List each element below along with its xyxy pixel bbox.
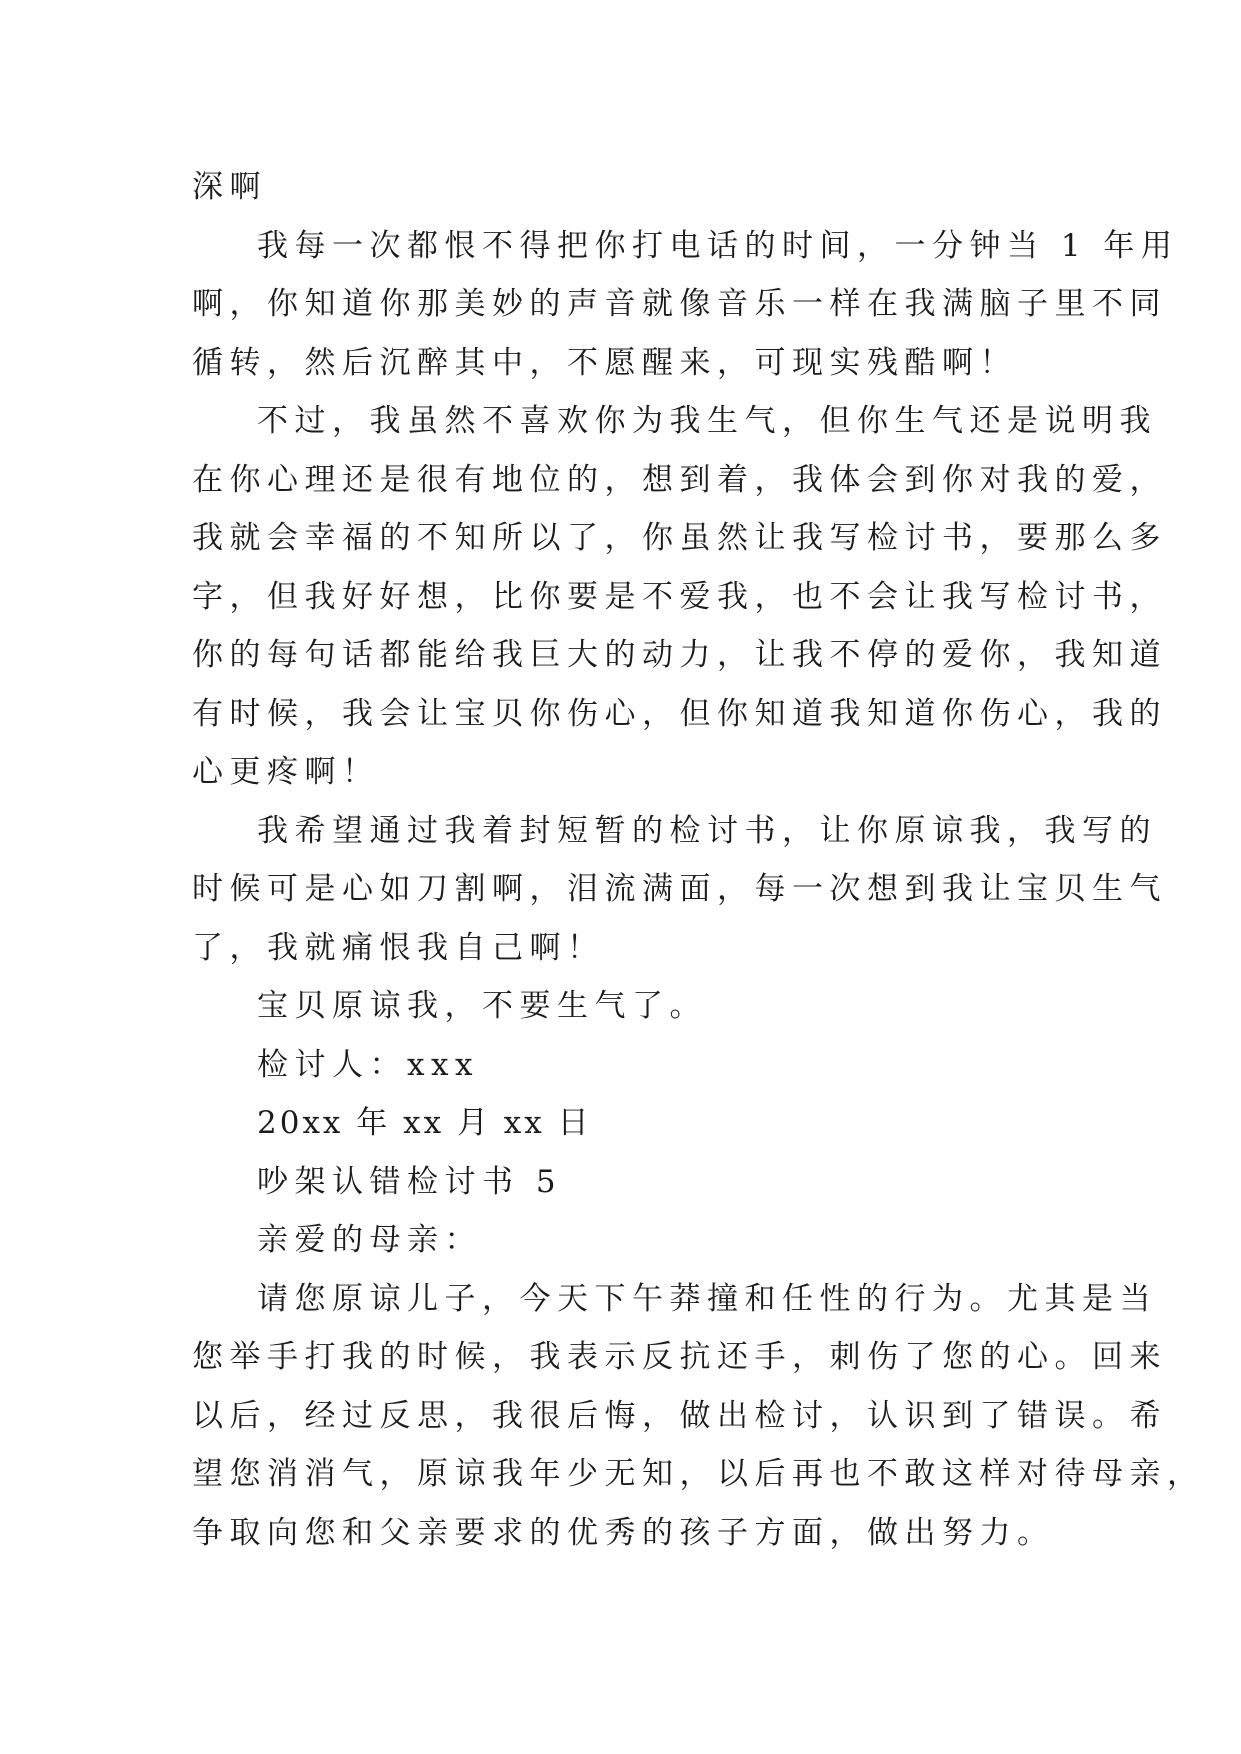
paragraph-line: 不过，我虽然不喜欢你为我生气，但你生气还是说明我 [257, 403, 1157, 439]
section-title: 吵架认错检讨书 5 [257, 1163, 563, 1200]
salutation: 亲爱的母亲： [257, 1222, 482, 1258]
paragraph-line: 循转，然后沉醉其中，不愿醒来，可现实残酷啊！ [192, 344, 1017, 381]
document-body [192, 158, 1205, 1562]
paragraph-line: 我每一次都恨不得把你打电话的时间，一分钟当 1 年用 [257, 227, 1179, 264]
paragraph-line: 您举手打我的时候，我表示反抗还手，刺伤了您的心。回来 [192, 1339, 1167, 1375]
paragraph-line: 字，但我好好想，比你要是不爱我，也不会让我写检讨书， [192, 578, 1167, 615]
paragraph-line: 了，我就痛恨我自己啊！ [192, 929, 605, 966]
paragraph-line: 在你心理还是很有地位的，想到着，我体会到你对我的爱， [192, 461, 1167, 498]
date-line: 20xx 年 xx 月 xx 日 [257, 1105, 592, 1141]
paragraph-line: 深啊 [192, 169, 267, 205]
paragraph-line: 我希望通过我着封短暂的检讨书，让你原谅我，我写的 [257, 812, 1157, 849]
paragraph-line: 请您原谅儿子，今天下午莽撞和任性的行为。尤其是当 [257, 1280, 1157, 1317]
paragraph-line: 啊，你知道你那美妙的声音就像音乐一样在我满脑子里不同 [192, 286, 1167, 322]
paragraph-line: 心更疼啊！ [192, 754, 380, 790]
paragraph-line: 时候可是心如刀割啊，泪流满面，每一次想到我让宝贝生气 [192, 871, 1167, 907]
paragraph-line: 以后，经过反思，我很后悔，做出检讨，认识到了错误。希 [192, 1397, 1167, 1434]
paragraph-line: 我就会幸福的不知所以了，你虽然让我写检讨书，要那么多 [192, 520, 1167, 556]
paragraph-line: 你的每句话都能给我巨大的动力，让我不停的爱你，我知道 [192, 637, 1167, 673]
paragraph-line: 望您消消气，原谅我年少无知，以后再也不敢这样对待母亲， [192, 1456, 1205, 1492]
paragraph-line: 有时候，我会让宝贝你伤心，但你知道我知道你伤心，我的 [192, 695, 1167, 732]
signature-line: 检讨人：xxx [257, 1046, 479, 1083]
paragraph-line: 争取向您和父亲要求的优秀的孩子方面，做出努力。 [192, 1514, 1055, 1551]
paragraph-line: 宝贝原谅我，不要生气了。 [257, 988, 707, 1024]
